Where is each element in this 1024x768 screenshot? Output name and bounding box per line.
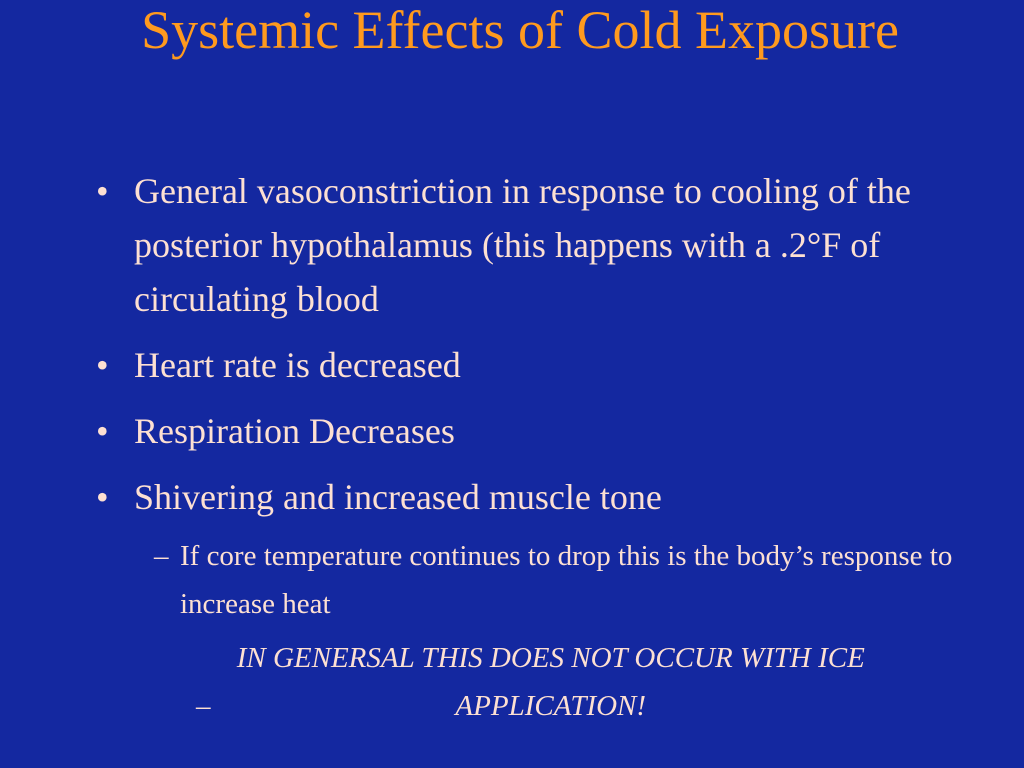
sub-bullet-item <box>154 532 976 628</box>
sub-bullet-marker: – <box>196 690 211 722</box>
slide-title: Systemic Effects of Cold Exposure <box>141 0 899 60</box>
bullet-marker: • <box>96 477 109 517</box>
bullet-item <box>96 338 976 392</box>
sub-bullet-text: If core temperature continues to drop this is the body’s response to increase heat <box>180 540 953 620</box>
sub-bullet-item-emphasis <box>196 634 1020 730</box>
bullet-item <box>96 404 976 458</box>
bullet-marker: • <box>96 345 109 385</box>
bullet-item <box>96 470 976 524</box>
bullet-marker: • <box>96 411 109 451</box>
bullet-text: General vasoconstriction in response to cooling of the posterior hypothalamus (this happens with a .2°F of circulating blood <box>134 171 911 319</box>
bullet-text: Heart rate is decreased <box>134 345 461 385</box>
slide-body <box>96 164 976 730</box>
sub-bullet-marker: – <box>154 540 169 572</box>
bullet-marker: • <box>96 171 109 211</box>
bullet-text: Shivering and increased muscle tone <box>134 477 662 517</box>
sub-bullet-text-emphasis: IN GENERSAL THIS DOES NOT OCCUR WITH ICE APPLICATION! <box>236 642 865 722</box>
bullet-text: Respiration Decreases <box>134 411 455 451</box>
bullet-item <box>96 164 976 326</box>
